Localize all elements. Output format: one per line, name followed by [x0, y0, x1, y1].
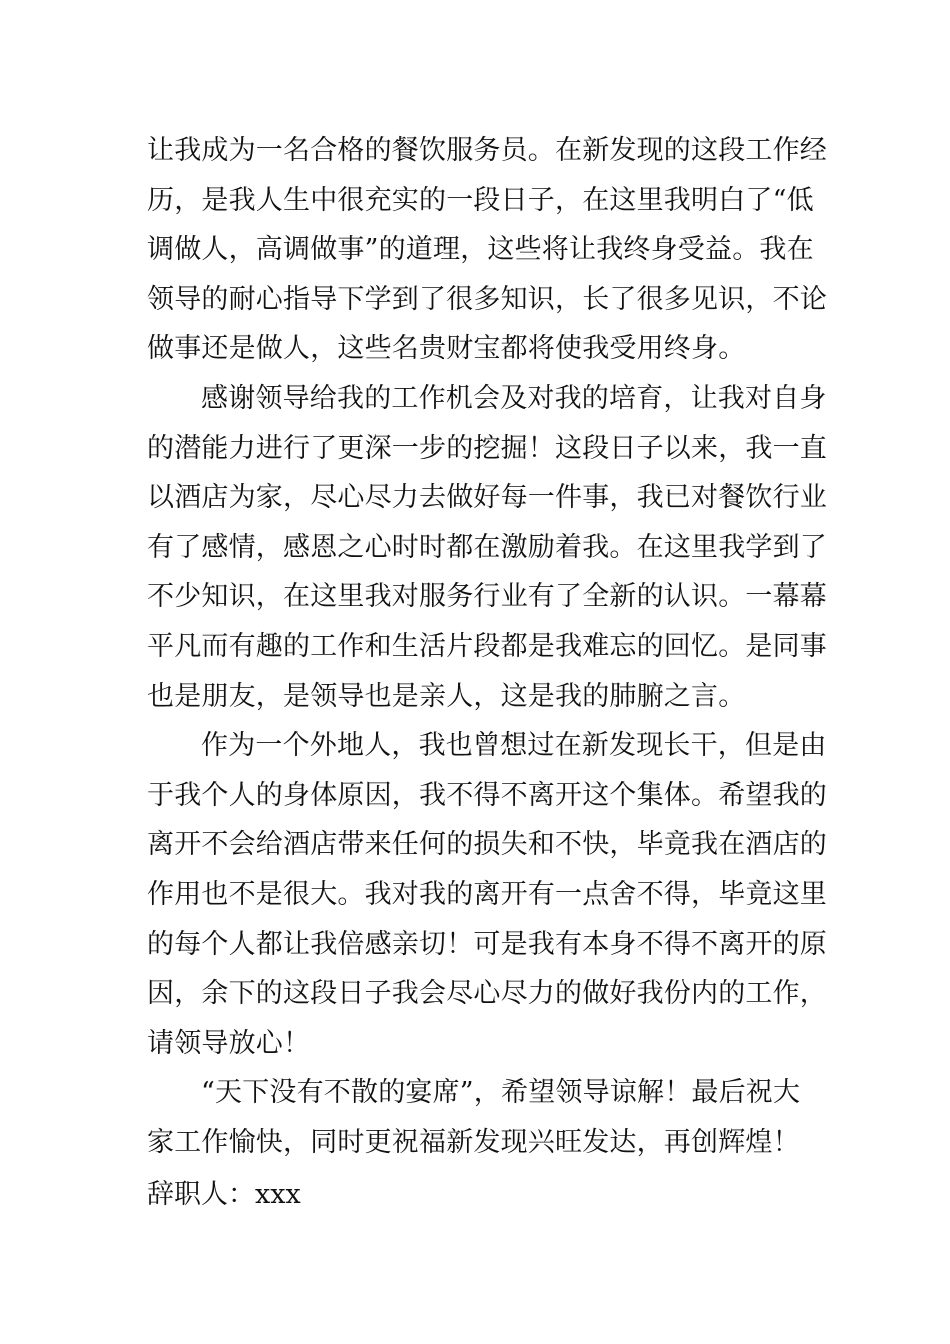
letter-body: [147, 126, 827, 1167]
text-line: 调做人，高调做事”的道理，这些将让我终身受益。我在: [147, 234, 814, 266]
text-line: 感谢领导给我的工作机会及对我的培育，让我对自身: [201, 382, 827, 414]
paragraph-2: [147, 374, 827, 721]
text-line: 请领导放心！: [147, 1027, 311, 1059]
paragraph-4: [147, 1068, 807, 1167]
text-line: 有了感情，感恩之心时时都在激励着我。在这里我学到了: [147, 531, 827, 563]
signature-line: 辞职人：xxx: [147, 1179, 301, 1210]
text-line: “天下没有不散的宴席”，希望领导谅解！最后祝大: [201, 1077, 801, 1109]
text-line: 让我成为一名合格的餐饮服务员。在新发现的这段工作经: [147, 135, 827, 166]
text-line: 做事还是做人，这些名贵财宝都将使我受用终身。: [147, 333, 746, 365]
paragraph-3: [147, 721, 827, 1068]
paragraph-1: [147, 126, 827, 374]
text-line: 家工作愉快，同时更祝福新发现兴旺发达，再创辉煌！: [147, 1126, 800, 1158]
text-line: 历，是我人生中很充实的一段日子，在这里我明白了“低: [147, 184, 814, 216]
text-line: 不少知识，在这里我对服务行业有了全新的认识。一幕幕: [147, 581, 827, 613]
text-line: 以酒店为家，尽心尽力去做好每一件事，我已对餐饮行业: [147, 482, 827, 514]
text-line: 也是朋友，是领导也是亲人，这是我的肺腑之言。: [147, 680, 746, 712]
text-line: 离开不会给酒店带来任何的损失和不快，毕竟我在酒店的: [147, 829, 827, 861]
text-line: 领导的耐心指导下学到了很多知识，长了很多见识，不论: [147, 283, 827, 315]
text-line: 于我个人的身体原因，我不得不离开这个集体。希望我的: [147, 779, 827, 811]
text-line: 平凡而有趣的工作和生活片段都是我难忘的回忆。是同事: [147, 630, 827, 662]
text-line: 因，余下的这段日子我会尽心尽力的做好我份内的工作，: [147, 978, 827, 1010]
text-line: 的每个人都让我倍感亲切！可是我有本身不得不离开的原: [147, 928, 827, 960]
text-line: 作用也不是很大。我对我的离开有一点舍不得，毕竟这里: [147, 878, 827, 910]
text-line: 作为一个外地人，我也曾想过在新发现长干，但是由: [201, 730, 827, 762]
text-line: 的潜能力进行了更深一步的挖掘！这段日子以来，我一直: [147, 432, 827, 464]
